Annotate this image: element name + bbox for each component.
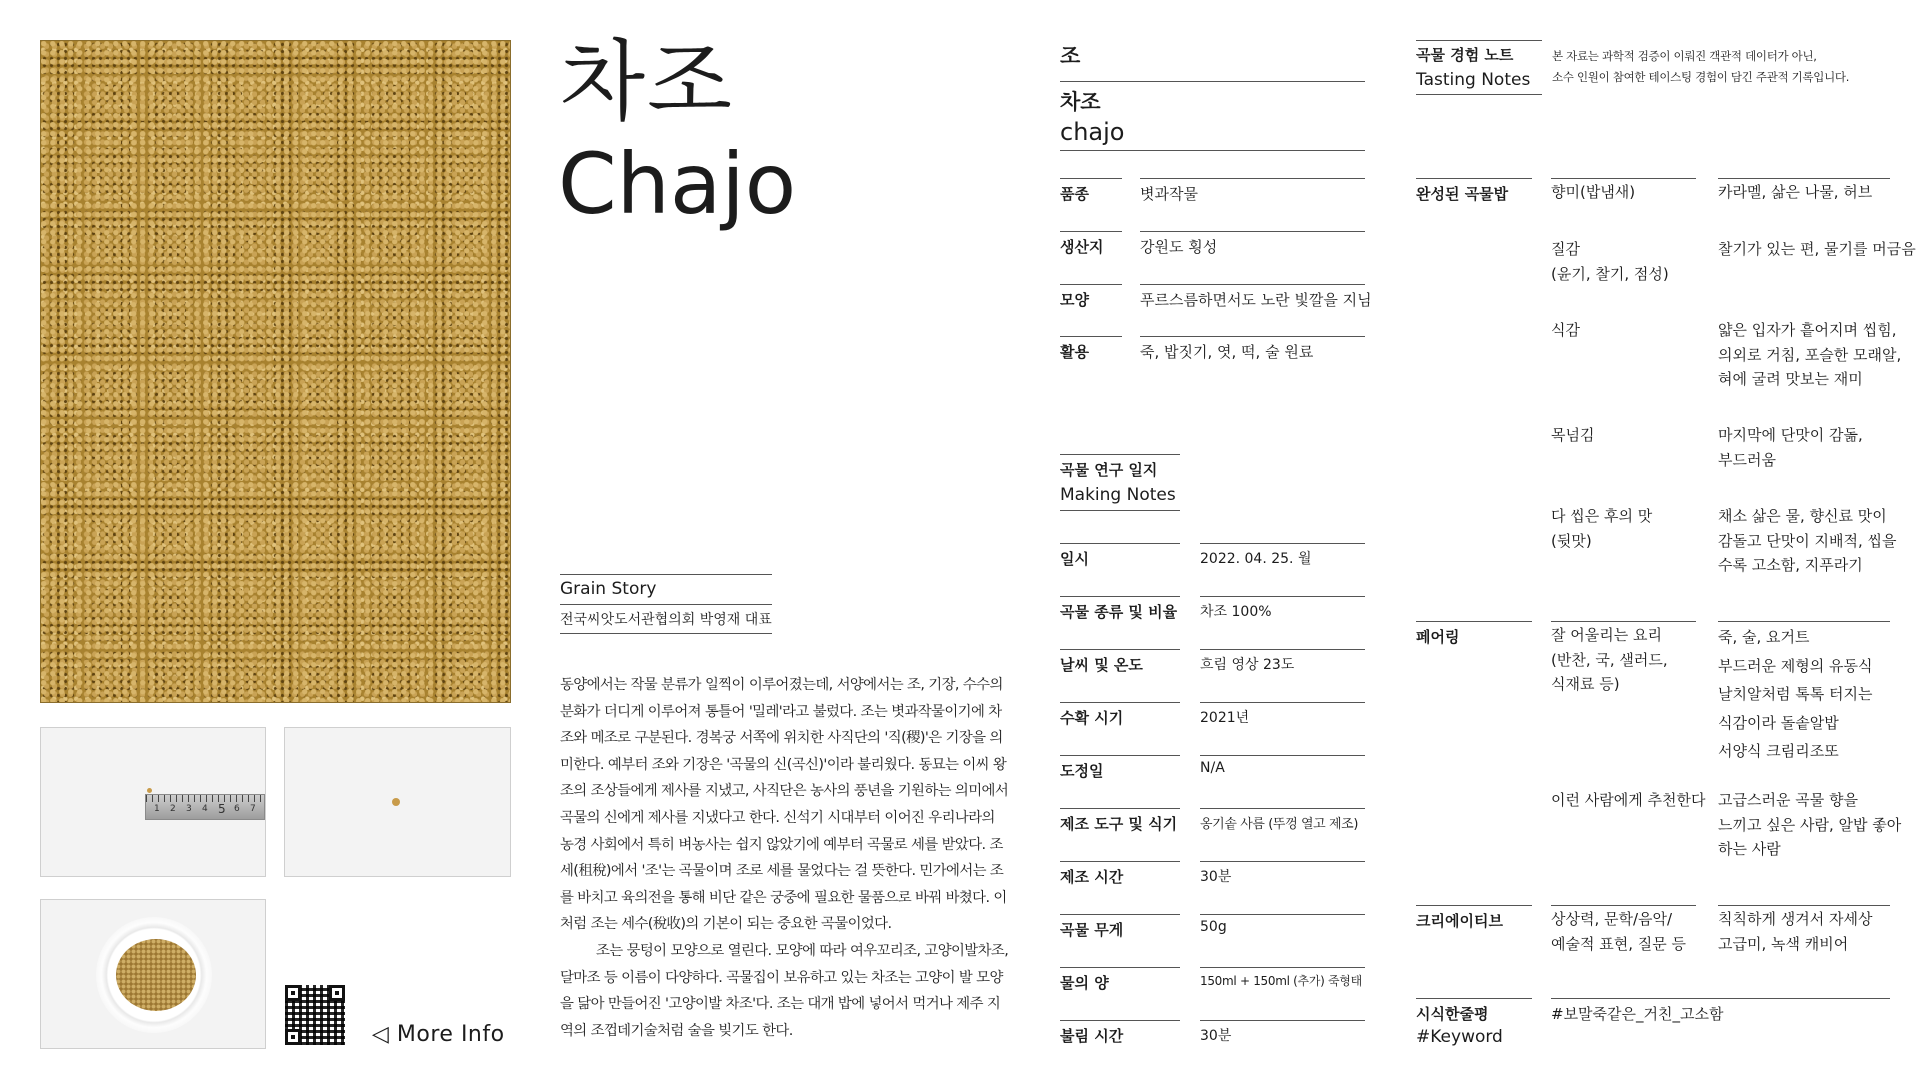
tasting-attr-line: (윤기, 찰기, 점성) (1551, 264, 1669, 283)
tasting-attr-line: 다 씹은 후의 맛 (1551, 507, 1653, 525)
tasting-value-line: 얇은 입자가 흩어지며 씹힘, (1718, 321, 1897, 339)
tasting-attr-line: 상상력, 문학/음악/ (1551, 910, 1673, 928)
making-label: 도정일 (1060, 762, 1104, 780)
tasting-disclaimer: 본 자료는 과학적 검증이 이뤄진 객관적 데이터가 아닌, (1552, 49, 1817, 63)
tasting-value-line: 칙칙하게 생겨서 자세상 (1718, 910, 1873, 928)
seed (392, 798, 400, 806)
profile-name-ko: 차조 (1060, 90, 1101, 114)
story-heading: Grain Story (560, 579, 657, 599)
making-label-rule (1060, 861, 1180, 862)
tasting-attr-line: 식감 (1551, 321, 1580, 339)
profile-value: 푸르스름하면서도 노란 빛깔을 지님 (1140, 291, 1372, 309)
making-value: 2021년 (1200, 710, 1250, 726)
keyword-sublabel: #Keyword (1416, 1027, 1503, 1047)
making-value: 2022. 04. 25. 월 (1200, 551, 1312, 567)
making-label: 불림 시간 (1060, 1027, 1124, 1045)
tasting-attr-rule (1551, 621, 1696, 622)
making-label-rule (1060, 702, 1180, 703)
tasting-value-line: 부드러움 (1718, 450, 1776, 469)
tasting-value (1718, 907, 1872, 956)
tasting-section-rule (1416, 621, 1532, 622)
tasting-attr (1551, 180, 1635, 205)
tasting-attr (1551, 423, 1594, 448)
tasting-value-line: 혀에 굴려 맛보는 재미 (1718, 370, 1863, 388)
tasting-value (1718, 180, 1872, 205)
tasting-attr-line: (반찬, 국, 샐러드, (1551, 650, 1668, 669)
ruler-mark: 1 (154, 804, 160, 814)
keyword-rule (1416, 998, 1532, 999)
tasting-value-line: 식감이라 돌솥알밥 (1718, 713, 1839, 732)
title-korean: 차조 (560, 30, 735, 133)
profile-label: 활용 (1060, 343, 1089, 361)
profile-label-rule (1060, 284, 1122, 285)
tasting-value-line: 날치알처럼 톡톡 터지는 (1718, 685, 1873, 703)
making-value-rule (1200, 914, 1365, 915)
making-label: 일시 (1060, 550, 1089, 568)
tasting-attr (1551, 237, 1669, 286)
tasting-attr-line: 이런 사람에게 추천한다 (1551, 791, 1706, 809)
tasting-section-rule (1416, 905, 1532, 906)
making-value: 차조 100% (1200, 604, 1272, 620)
profile-label-rule (1060, 178, 1122, 179)
profile-value: 죽, 밥짓기, 엿, 떡, 술 원료 (1140, 343, 1314, 361)
making-label-rule (1060, 649, 1180, 650)
profile-label: 품종 (1060, 185, 1089, 203)
tasting-value (1718, 788, 1901, 862)
making-value-rule (1200, 702, 1365, 703)
tasting-value-line: 카라멜, 삶은 나물, 허브 (1718, 183, 1873, 201)
keyword-label: 시식한줄평 (1416, 1005, 1489, 1023)
making-value: 30분 (1200, 1028, 1232, 1044)
making-title-en: Making Notes (1060, 485, 1176, 505)
keyword-rule (1551, 998, 1890, 999)
tasting-value-rule (1718, 905, 1890, 906)
tasting-title-ko: 곡물 경험 노트 (1416, 46, 1514, 64)
profile-value-rule (1140, 231, 1365, 232)
tasting-value-line: 느끼고 싶은 사람, 알밥 좋아 (1718, 815, 1902, 834)
profile-value: 강원도 횡성 (1140, 238, 1218, 256)
tasting-attr (1551, 788, 1705, 813)
tasting-attr (1551, 318, 1580, 343)
profile-rule (1060, 150, 1365, 151)
profile-label-rule (1060, 336, 1122, 337)
making-value-rule (1200, 808, 1365, 809)
tasting-attr-rule (1551, 905, 1696, 906)
making-rule (1060, 510, 1180, 511)
profile-rule (1060, 81, 1365, 82)
more-info-link[interactable]: ◁ More Info (372, 1022, 505, 1047)
making-value: 30분 (1200, 869, 1232, 885)
tasting-value-line: 고급미, 녹색 캐비어 (1718, 934, 1849, 953)
ruler-photo (40, 727, 266, 877)
tasting-value-line: 서양식 크림리조또 (1718, 742, 1839, 760)
tasting-value (1718, 423, 1863, 472)
making-label: 수확 시기 (1060, 709, 1124, 727)
keyword-value: #보말죽같은_거친_고소함 (1551, 1005, 1724, 1023)
ruler-mark: 4 (202, 804, 208, 814)
story-paragraph: 조는 뭉텅이 모양으로 열린다. 모양에 따라 여우꼬리조, 고양이발차조, 달마조 등 이름이 다양하다. 곡물집이 보유하고 있는 차조는 고양이 발 모양을 닮아 만들어진 '고양이발 차조'다. 조는 대개 밥에 넣어서 먹거나 제주 지역의 조껍데기술처럼 술을 빚기도 한다. (560, 942, 1009, 1039)
tasting-value-line: 감돌고 단맛이 지배적, 씹을 (1718, 531, 1897, 550)
making-value-rule (1200, 861, 1365, 862)
ruler (145, 794, 265, 820)
tasting-section-rule (1416, 178, 1532, 179)
single-seed-photo (284, 727, 511, 877)
profile-label: 생산지 (1060, 238, 1104, 256)
tasting-disclaimer: 소수 인원이 참여한 테이스팅 경험이 담긴 주관적 기록입니다. (1552, 70, 1850, 84)
story-rule-bottom (560, 633, 772, 634)
ruler-mark: 3 (186, 804, 192, 814)
tasting-value-line: 채소 삶은 물, 향신료 맛이 (1718, 507, 1887, 525)
tasting-rule (1416, 94, 1542, 95)
tasting-attr-line: 잘 어울리는 요리 (1551, 626, 1662, 644)
making-value: 150ml + 150ml (추가) 죽형태 (1200, 974, 1362, 988)
tasting-attr-line: 식재료 등) (1551, 675, 1620, 693)
profile-category: 조 (1060, 44, 1081, 68)
main-grain-photo (40, 40, 511, 703)
making-label: 곡물 종류 및 비율 (1060, 603, 1178, 621)
profile-label-rule (1060, 231, 1122, 232)
making-value: 50g (1200, 919, 1227, 935)
making-label-rule (1060, 596, 1180, 597)
story-paragraph: 동양에서는 작물 분류가 일찍이 이루어졌는데, 서양에서는 조, 기장, 수수의 분화가 더디게 이루어져 통틀어 '밀레'라고 불렀다. 조는 볏과작물이기에 차조와 메조로 구분된다. 경복궁 서쪽에 위치한 사직단의 '직(稷)'은 기장을 의미한다. 예부터 조와 기장은 '곡물의 신(곡신)'이라 불리웠다. 동묘는 이씨 왕조의 조상들에게 제사를 지냈고, 사직단은 농사의 풍년을 기원하는 의미에서 곡물의 신에게 제사를 지냈다고 한다. 신석기 시대부터 이어진 우리나라의 농경 사회에서 특히 벼농사는 쉽지 않았기에 예부터 곡물로 세를 받았다. 조세(租稅)에서 '조'는 곡물이며 조로 세를 물었다는 걸 뜻한다. 민가에서는 조를 바치고 육의전을 통해 비단 같은 궁중에 필요한 물품으로 바꿔 바쳤다. 이처럼 조는 세수(稅收)의 기본이 되는 중요한 곡물이었다. (560, 677, 1009, 933)
tasting-attr-line: 목넘김 (1551, 426, 1595, 444)
making-value-rule (1200, 543, 1365, 544)
tasting-attr (1551, 907, 1686, 956)
tasting-attr-rule (1551, 178, 1696, 179)
tasting-attr (1551, 623, 1668, 697)
profile-value-rule (1140, 284, 1365, 285)
making-label-rule (1060, 808, 1180, 809)
making-value-rule (1200, 1020, 1365, 1021)
bowl-grain (116, 939, 196, 1011)
making-label: 제조 도구 및 식기 (1060, 815, 1178, 833)
making-value: 흐림 영상 23도 (1200, 657, 1295, 673)
tasting-value-line: 고급스러운 곡물 향을 (1718, 791, 1858, 809)
title-english: Chajo (558, 135, 797, 233)
tasting-section-label: 완성된 곡물밥 (1416, 185, 1509, 203)
tasting-value-line: 부드러운 제형의 유동식 (1718, 656, 1873, 675)
making-value: N/A (1200, 760, 1225, 776)
tasting-value (1718, 504, 1896, 578)
qr-corner (285, 985, 301, 1001)
ruler-mark: 6 (234, 804, 240, 814)
tasting-section-label: 크리에이티브 (1416, 912, 1503, 930)
tasting-value-rule (1718, 621, 1890, 622)
profile-value: 볏과작물 (1140, 185, 1198, 203)
making-value-rule (1200, 755, 1365, 756)
tasting-title-en: Tasting Notes (1416, 70, 1531, 90)
making-value-rule (1200, 967, 1365, 968)
tasting-section-label: 페어링 (1416, 628, 1460, 646)
story-body (560, 672, 1010, 1044)
making-label-rule (1060, 914, 1180, 915)
story-rule-top (560, 574, 772, 575)
making-label: 날씨 및 온도 (1060, 656, 1143, 674)
bowl (96, 917, 212, 1033)
tasting-attr-line: 질감 (1551, 240, 1580, 258)
ruler-mark: 2 (170, 804, 176, 814)
profile-name-en: chajo (1060, 118, 1125, 146)
making-title-ko: 곡물 연구 일지 (1060, 461, 1158, 479)
making-label: 곡물 무게 (1060, 921, 1124, 939)
ruler-mark: 7 (250, 804, 256, 814)
bowl-photo (40, 899, 266, 1049)
making-label-rule (1060, 967, 1180, 968)
tasting-attr-line: 향미(밥냄새) (1551, 183, 1636, 201)
tasting-value-line: 찰기가 있는 편, 물기를 머금음 (1718, 240, 1916, 258)
making-value: 옹기솥 사름 (뚜껑 열고 제조) (1200, 817, 1359, 832)
tasting-value-line: 죽, 술, 요거트 (1718, 628, 1810, 646)
making-rule (1060, 454, 1180, 455)
tasting-rule (1416, 40, 1542, 41)
making-label-rule (1060, 755, 1180, 756)
tasting-value (1718, 237, 1916, 262)
tasting-value-rule (1718, 178, 1890, 179)
qr-corner (329, 985, 345, 1001)
making-label: 물의 양 (1060, 974, 1109, 992)
tasting-attr-line: 예술적 표현, 질문 등 (1551, 934, 1686, 953)
story-rule-mid (560, 604, 772, 605)
making-label: 제조 시간 (1060, 868, 1124, 886)
making-label-rule (1060, 543, 1180, 544)
profile-value-rule (1140, 336, 1365, 337)
tasting-value-line: 수록 고소함, 지푸라기 (1718, 556, 1863, 574)
qr-code[interactable] (285, 985, 345, 1045)
making-value-rule (1200, 649, 1365, 650)
tasting-value (1718, 623, 1872, 766)
profile-label: 모양 (1060, 291, 1089, 309)
single-seed (147, 788, 152, 793)
story-author: 전국씨앗도서관협의회 박영재 대표 (560, 612, 772, 628)
making-value-rule (1200, 596, 1365, 597)
making-label-rule (1060, 1020, 1180, 1021)
tasting-value-line: 의외로 거침, 포슬한 모래알, (1718, 345, 1902, 364)
tasting-value-line: 하는 사람 (1718, 840, 1781, 858)
profile-value-rule (1140, 178, 1365, 179)
tasting-attr (1551, 504, 1652, 553)
tasting-attr-line: (뒷맛) (1551, 531, 1592, 550)
tasting-value (1718, 318, 1901, 392)
qr-corner (285, 1029, 301, 1045)
ruler-mark: 5 (218, 802, 226, 816)
tasting-value-line: 마지막에 단맛이 감돎, (1718, 426, 1863, 444)
